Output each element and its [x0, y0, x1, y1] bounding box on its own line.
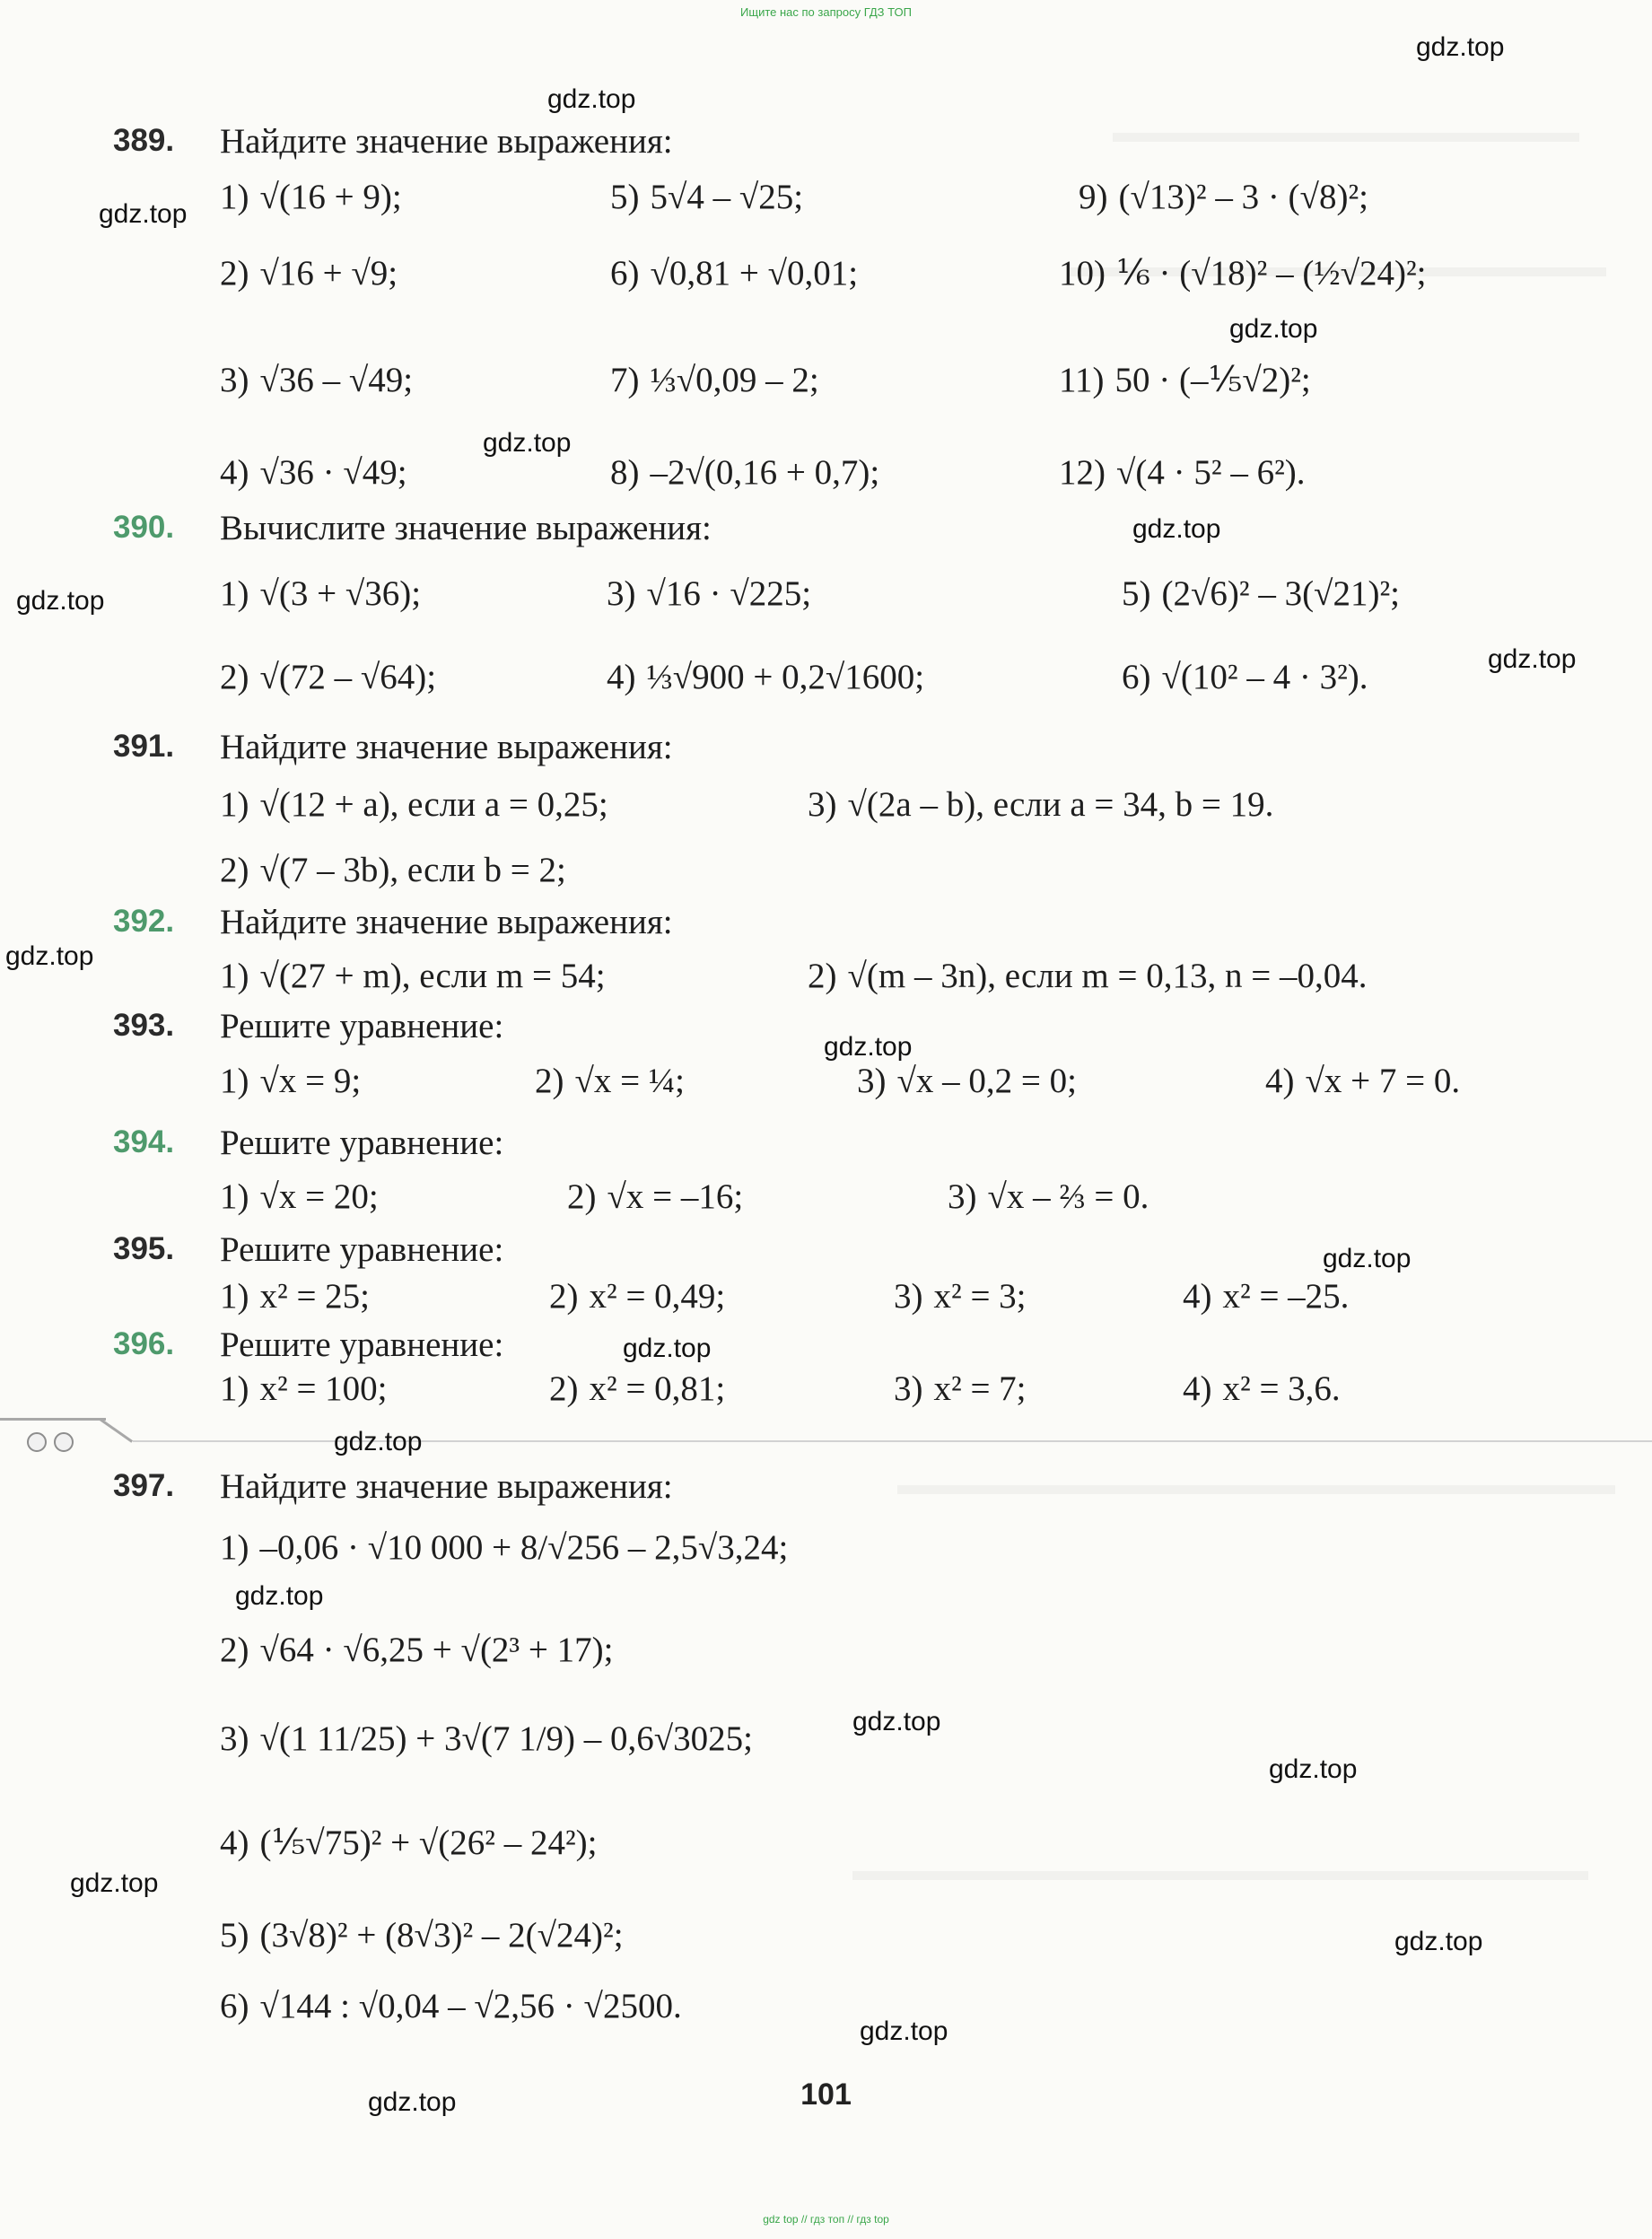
item-expression: √64 · √6,25 + √(2³ + 17); [259, 1631, 614, 1669]
item-label: 6) [610, 254, 640, 293]
problem-item [808, 785, 1273, 826]
item-label: 3) [948, 1177, 977, 1216]
section-divider-slant [99, 1418, 133, 1443]
item-label: 6) [1122, 658, 1151, 696]
problem-item [610, 178, 803, 218]
problem-item [220, 178, 402, 218]
item-expression: √16 · √225; [646, 574, 812, 613]
item-expression: x² = 3; [933, 1277, 1027, 1316]
problem-item [220, 1528, 788, 1569]
problem-title-396: Решите уравнение: [220, 1325, 504, 1364]
item-label: 2) [808, 957, 837, 995]
problem-number-394: 394. [113, 1124, 175, 1159]
item-label: 4) [1265, 1062, 1295, 1100]
item-label: 2) [220, 851, 249, 889]
problem-number-396: 396. [113, 1326, 175, 1361]
item-expression: √144 : √0,04 – √2,56 · √2500. [259, 1987, 682, 2025]
item-expression: √16 + √9; [259, 254, 398, 293]
problem-title-397: Найдите значение выражения: [220, 1467, 673, 1506]
item-label: 3) [220, 1719, 249, 1758]
problem-title-394: Решите уравнение: [220, 1124, 504, 1162]
item-expression: √(10² – 4 · 3²). [1161, 658, 1368, 696]
problem-item [220, 1177, 379, 1218]
item-label: 10) [1059, 254, 1106, 293]
item-expression: √x = 9; [259, 1062, 362, 1100]
item-expression: √x = 20; [259, 1177, 379, 1216]
item-expression: √x = ¼; [574, 1062, 685, 1100]
watermark: gdz.top [1416, 32, 1505, 62]
problem-item [1265, 1062, 1460, 1102]
bleed-through-line [1113, 133, 1579, 142]
problem-item [220, 1916, 624, 1956]
item-label: 3) [607, 574, 636, 613]
watermark: gdz.top [852, 1707, 941, 1736]
item-expression: √(16 + 9); [259, 178, 402, 216]
problem-number-395: 395. [113, 1231, 175, 1266]
problem-item [220, 1631, 613, 1671]
problem-item [857, 1062, 1077, 1102]
item-expression: √x = –16; [607, 1177, 744, 1216]
problem-title-390: Вычислите значение выражения: [220, 509, 712, 547]
item-expression: x² = –25. [1222, 1277, 1350, 1316]
item-label: 1) [220, 785, 249, 824]
problem-item [549, 1369, 725, 1410]
item-label: 4) [1183, 1277, 1212, 1316]
watermark: gdz.top [5, 941, 94, 971]
item-label: 2) [220, 1631, 249, 1669]
problem-title-392: Найдите значение выражения: [220, 903, 673, 941]
problem-item [220, 1987, 682, 2027]
item-label: 1) [220, 178, 249, 216]
item-label: 3) [808, 785, 837, 824]
problem-title-395: Решите уравнение: [220, 1230, 504, 1269]
item-label: 4) [220, 1824, 249, 1862]
problem-item [220, 254, 398, 294]
problem-item [220, 361, 413, 401]
item-expression: √(4 · 5² – 6²). [1116, 453, 1306, 492]
item-expression: √(1 11/25) + 3√(7 1/9) – 0,6√3025; [259, 1719, 753, 1758]
item-expression: –0,06 · √10 000 + 8/√256 – 2,5√3,24; [259, 1528, 789, 1567]
item-expression: –2√(0,16 + 0,7); [650, 453, 880, 492]
problem-number-390: 390. [113, 510, 175, 545]
item-expression: √(12 + a), если a = 0,25; [259, 785, 608, 824]
problem-item [610, 361, 819, 401]
item-expression: x² = 25; [259, 1277, 371, 1316]
problem-item [607, 574, 811, 615]
problem-item [220, 658, 436, 698]
item-label: 4) [220, 453, 249, 492]
problem-item [1059, 361, 1311, 401]
watermark: gdz.top [16, 586, 105, 616]
problem-item [894, 1277, 1027, 1317]
item-label: 2) [535, 1062, 564, 1100]
item-label: 3) [894, 1369, 923, 1408]
problem-item [1122, 574, 1400, 615]
item-expression: √x + 7 = 0. [1305, 1062, 1461, 1100]
item-label: 12) [1059, 453, 1106, 492]
problem-item [567, 1177, 743, 1218]
problem-item [535, 1062, 685, 1102]
watermark: gdz.top [235, 1581, 324, 1611]
item-expression: √(3 + √36); [259, 574, 422, 613]
item-label: 5) [610, 178, 640, 216]
page-number: 101 [800, 2077, 852, 2112]
item-label: 2) [549, 1369, 579, 1408]
item-label: 4) [1183, 1369, 1212, 1408]
circle-icon [54, 1432, 74, 1452]
watermark: gdz.top [1132, 514, 1221, 544]
watermark: gdz.top [1394, 1927, 1483, 1956]
watermark: gdz.top [1488, 644, 1577, 674]
problem-item [1079, 178, 1368, 218]
item-expression: √(m – 3n), если m = 0,13, n = –0,04. [847, 957, 1368, 995]
item-expression: 50 · (–⅕√2)²; [1114, 361, 1311, 399]
problem-title-389: Найдите значение выражения: [220, 122, 673, 161]
problem-item [220, 1062, 361, 1102]
item-label: 3) [894, 1277, 923, 1316]
item-expression: x² = 7; [933, 1369, 1027, 1408]
problem-title-393: Решите уравнение: [220, 1007, 504, 1045]
footer-links[interactable]: gdz top // гдз топ // гдз top [763, 2213, 889, 2226]
problem-number-397: 397. [113, 1468, 175, 1503]
problem-item [607, 658, 924, 698]
problem-number-392: 392. [113, 904, 175, 939]
item-expression: √(7 – 3b), если b = 2; [259, 851, 566, 889]
watermark: gdz.top [860, 2016, 948, 2046]
watermark: gdz.top [483, 428, 572, 458]
item-label: 2) [549, 1277, 579, 1316]
item-label: 1) [220, 574, 249, 613]
item-expression: (⅕√75)² + √(26² – 24²); [259, 1824, 598, 1862]
problem-item [220, 785, 608, 826]
problem-item [220, 1277, 370, 1317]
item-expression: 5√4 – √25; [650, 178, 804, 216]
item-expression: ⅓√0,09 – 2; [650, 361, 819, 399]
problem-item [610, 453, 879, 494]
item-expression: √x – 0,2 = 0; [896, 1062, 1077, 1100]
item-expression: x² = 0,81; [589, 1369, 726, 1408]
watermark: gdz.top [70, 1868, 159, 1898]
problem-item [549, 1277, 725, 1317]
item-expression: ⅓√900 + 0,2√1600; [646, 658, 925, 696]
item-label: 2) [567, 1177, 597, 1216]
watermark: gdz.top [623, 1334, 712, 1363]
watermark: gdz.top [334, 1427, 423, 1456]
watermark: gdz.top [1269, 1754, 1358, 1784]
item-label: 5) [220, 1916, 249, 1955]
item-expression: (2√6)² – 3(√21)²; [1161, 574, 1400, 613]
watermark: gdz.top [547, 84, 636, 114]
item-expression: √(27 + m), если m = 54; [259, 957, 606, 995]
item-label: 1) [220, 1062, 249, 1100]
item-label: 1) [220, 957, 249, 995]
problem-item [894, 1369, 1027, 1410]
item-expression: ⅙ · (√18)² – (½√24)²; [1116, 254, 1427, 293]
item-label: 2) [220, 254, 249, 293]
item-label: 11) [1059, 361, 1105, 399]
top-banner[interactable]: Ищите нас по запросу ГДЗ ТОП [740, 5, 912, 19]
problem-item [220, 1369, 388, 1410]
item-expression: √(2a – b), если a = 34, b = 19. [847, 785, 1274, 824]
section-divider [0, 1418, 106, 1421]
item-label: 2) [220, 658, 249, 696]
problem-item [220, 851, 566, 891]
problem-title-391: Найдите значение выражения: [220, 728, 673, 766]
problem-item [220, 1719, 753, 1760]
item-label: 1) [220, 1528, 249, 1567]
problem-number-391: 391. [113, 729, 175, 764]
bleed-through-line [852, 1871, 1588, 1880]
problem-item [220, 574, 421, 615]
problem-item [948, 1177, 1149, 1218]
item-label: 3) [220, 361, 249, 399]
item-label: 3) [857, 1062, 887, 1100]
watermark: gdz.top [1323, 1244, 1412, 1273]
item-expression: √36 · √49; [259, 453, 407, 492]
item-expression: √(72 – √64); [259, 658, 437, 696]
problem-item [1183, 1277, 1349, 1317]
problem-item [1059, 254, 1427, 294]
problem-number-393: 393. [113, 1008, 175, 1043]
problem-number-389: 389. [113, 123, 175, 158]
item-label: 1) [220, 1369, 249, 1408]
problem-item [610, 254, 858, 294]
problem-item [220, 957, 606, 997]
problem-item [808, 957, 1367, 997]
item-expression: √36 – √49; [259, 361, 414, 399]
item-expression: x² = 3,6. [1222, 1369, 1341, 1408]
item-label: 1) [220, 1177, 249, 1216]
watermark: gdz.top [1229, 314, 1318, 344]
item-label: 9) [1079, 178, 1108, 216]
difficulty-marker [27, 1432, 81, 1456]
problem-item [220, 453, 407, 494]
item-expression: (√13)² – 3 · (√8)²; [1118, 178, 1368, 216]
item-label: 6) [220, 1987, 249, 2025]
item-label: 8) [610, 453, 640, 492]
item-expression: √x – ⅔ = 0. [987, 1177, 1149, 1216]
item-expression: √0,81 + √0,01; [650, 254, 859, 293]
watermark: gdz.top [824, 1032, 913, 1062]
problem-item [1122, 658, 1368, 698]
bleed-through-line [897, 1485, 1615, 1494]
item-expression: x² = 0,49; [589, 1277, 726, 1316]
item-label: 1) [220, 1277, 249, 1316]
item-label: 5) [1122, 574, 1151, 613]
problem-item [220, 1824, 597, 1864]
circle-icon [27, 1432, 47, 1452]
problem-item [1059, 453, 1306, 494]
item-label: 7) [610, 361, 640, 399]
item-label: 4) [607, 658, 636, 696]
watermark: gdz.top [99, 199, 188, 229]
item-expression: (3√8)² + (8√3)² – 2(√24)²; [259, 1916, 624, 1955]
watermark: gdz.top [368, 2087, 457, 2117]
problem-item [1183, 1369, 1341, 1410]
item-expression: x² = 100; [259, 1369, 388, 1408]
